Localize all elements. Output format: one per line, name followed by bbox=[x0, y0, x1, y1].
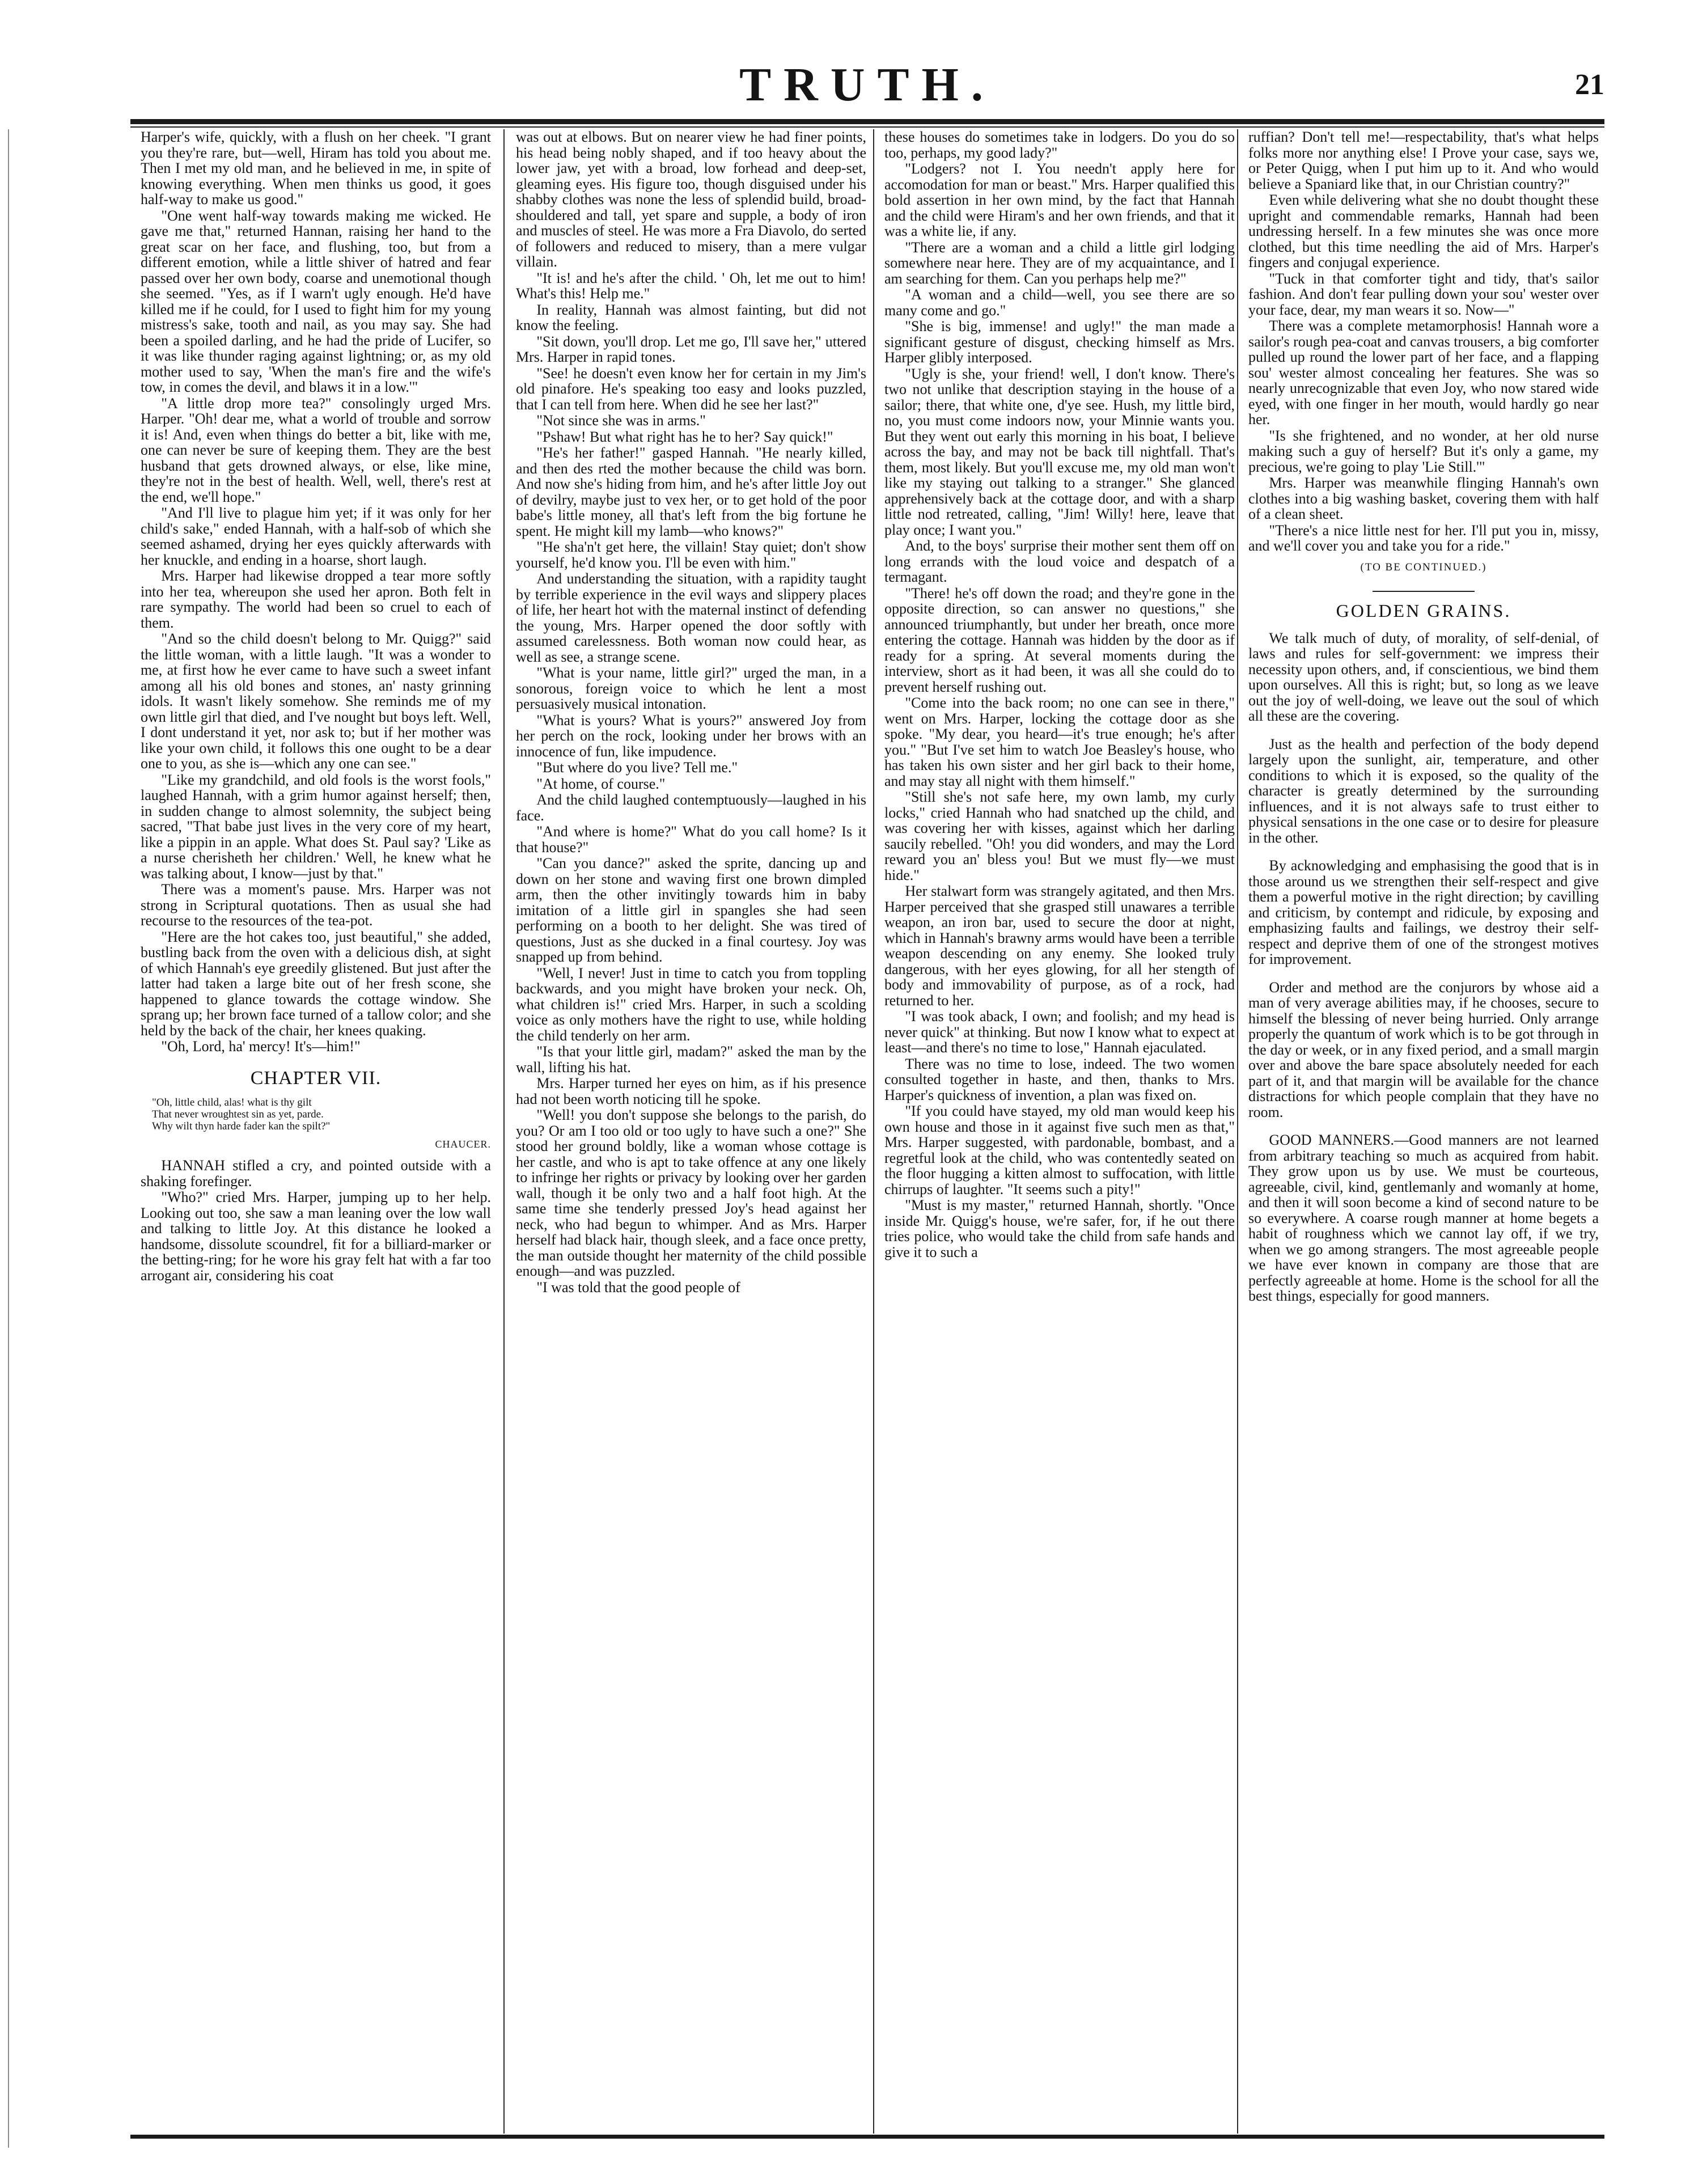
paragraph: "There's a nice little nest for her. I'll put you in, missy, and we'll cover you and take you for a ride." bbox=[1248, 522, 1599, 554]
to-be-continued: (TO BE CONTINUED.) bbox=[1360, 561, 1487, 573]
newspaper-title: TRUTH. bbox=[739, 58, 996, 111]
paragraph: "I was took aback, I own; and foolish; and my head is never quick" at thinking. But now I know what to expect at least—and there's no time to lose," Hannah ejaculated. bbox=[884, 1008, 1235, 1056]
paragraph: "Oh, Lord, ha' mercy! It's—him!" bbox=[161, 1038, 361, 1055]
paragraph: "Here are the hot cakes too, just beautiful," she added, bustling back from the oven with a delicious dish, at sight of which Hannah's eye greedily glistened. But just after the latter had taken a large bite out of her fresh scone, she happened to glance towards the cottage window. She sprang up; her brown face turned of a tallow color; and she held by the back of the chair, her knees quaking. bbox=[141, 928, 491, 1039]
paragraph: "What is yours? What is yours?" answered Joy from her perch on the rock, looking under her brows with an innocence of fun, like impudence. bbox=[516, 712, 866, 760]
paragraph: "But where do you live? Tell me." bbox=[536, 759, 738, 776]
paragraph: "Like my grandchild, and old fools is the worst fools," laughed Hannah, with a grim humor against herself; then, in sudden change to almost solemnity, the subject being sacred, "That babe just lives in the very core of my heart, like a pippin in an apple. What does St. Paul say? 'Like as a nurse cherisheth her children.' Well, he knew what he was talking about, I know—just by that." bbox=[141, 771, 491, 882]
column-2 bbox=[516, 129, 866, 2131]
paragraph: And understanding the situation, with a rapidity taught by terrible experience in the evil ways and slippery places of life, her heart hot with the maternal instinct of defending the young, Mrs. Harper opened the door softly with assumed carelessness. Both woman now could hear, as well as see, a strange scene. bbox=[516, 570, 866, 665]
section-rule bbox=[1373, 591, 1475, 592]
paragraph: Harper's wife, quickly, with a flush on her cheek. "I grant you they're rare, but—well, Hiram has told you about me. Then I met my old man, and he believed in me, in spite of knowing everything. When men thinks us good, it goes half-way to make us good." bbox=[141, 129, 491, 208]
paragraph: "See! he doesn't even know her for certain in my Jim's old pinafore. He's speaking too easy and looks puzzled, that I can tell from here. When did he see her last?" bbox=[516, 365, 866, 413]
paragraph: There was no time to lose, indeed. The two women consulted together in haste, and then, thanks to Mrs. Harper's quickness of invention, a plan was fixed on. bbox=[884, 1055, 1235, 1103]
paragraph: "She is big, immense! and ugly!" the man made a significant gesture of disgust, checking himself as Mrs. Harper glibly interposed. bbox=[884, 318, 1235, 366]
column-divider bbox=[503, 129, 505, 2134]
paragraph: "And I'll live to plague him yet; if it was only for her child's sake," ended Hannah, with a half-sob of which she seemed ashamed, drying her eyes quickly afterwards with her knuckle, and ending in a hoarse, short laugh. bbox=[141, 505, 491, 568]
paragraph: "And where is home?" What do you call home? Is it that house?" bbox=[516, 823, 866, 856]
golden-grains-heading: GOLDEN GRAINS. bbox=[1336, 600, 1511, 621]
paragraph: "There are a woman and a child a little girl lodging somewhere near here. They are of my acquaintance, and I am searching for them. Can you perhaps help me?" bbox=[884, 239, 1235, 287]
paragraph: "Well, I never! Just in time to catch you from toppling backwards, and you might have broken your neck. Oh, what children is!" cried Mrs. Harper, in such a scolding voice as only mothers have the right to use, while holding the child tenderly on her arm. bbox=[516, 964, 866, 1044]
paragraph: Her stalwart form was strangely agitated, and then Mrs. Harper perceived that she grasped still unawares a terrible weapon, an iron bar, used to secure the door at night, which in Hannah's brawny arms would have been a terrible weapon descending on any enemy. She looked truly dangerous, with her eyes glowing, for all her stength of body and immovability of purpose, as of a rock, had returned to her. bbox=[884, 883, 1235, 1009]
paragraph: "It is! and he's after the child. ' Oh, let me out to him! What's this! Help me." bbox=[516, 269, 866, 302]
page-number: 21 bbox=[1575, 69, 1604, 101]
paragraph: Mrs. Harper had likewise dropped a tear more softly into her tea, whereupon she used her apron. Both felt in rare sympathy. The world had been so cruel to each of them. bbox=[141, 568, 491, 631]
column-divider bbox=[873, 129, 874, 2134]
paragraph: "Who?" cried Mrs. Harper, jumping up to her help. Looking out too, she saw a man leaning over the low wall and talking to little Joy. At this distance he looked a handsome, dissolute scoundrel, fit for a billiard-marker or the betting-ring; for he wore his gray felt hat with a far too arrogant air, considering his coat bbox=[141, 1189, 491, 1284]
paragraph: "If you could have stayed, my old man would keep his own house and those in it against five such men as that," Mrs. Harper suggested, with pardonable, bombast, and a regretful look at the child, who was contentedly seated on the floor hugging a kitten almost to suffocation, with little chirrups of laughter. "It seems such a pity!" bbox=[884, 1103, 1235, 1197]
column-3 bbox=[884, 129, 1235, 2131]
paragraph: In reality, Hannah was almost fainting, but did not know the feeling. bbox=[516, 301, 866, 333]
paragraph: HANNAH stifled a cry, and pointed outside with a shaking forefinger. bbox=[141, 1157, 491, 1190]
chapter-heading: CHAPTER VII. bbox=[250, 1067, 382, 1089]
paragraph: "Sit down, you'll drop. Let me go, I'll save her," uttered Mrs. Harper in rapid tones. bbox=[516, 333, 866, 365]
paragraph: "Is that your little girl, madam?" asked the man by the wall, lifting his hat. bbox=[516, 1043, 866, 1076]
paragraph: Mrs. Harper turned her eyes on him, as if his presence had not been worth noticing till he spoke. bbox=[516, 1075, 866, 1107]
paragraph: "Come into the back room; no one can see in there," went on Mrs. Harper, locking the cottage door as she spoke. "My dear, you heard—it's true enough; he's after you." "But I've set him to watch Joe Beasley's house, who has taken his own sister and her girl back to their home, and may stay all night with them himself." bbox=[884, 695, 1235, 789]
paragraph: these houses do sometimes take in lodgers. Do you do so too, perhaps, my good lady?" bbox=[884, 129, 1235, 161]
paragraph: "Is she frightened, and no wonder, at her old nurse making such a guy of herself? But it's only a game, my precious, we're going to play 'Lie Still.'" bbox=[1248, 427, 1599, 475]
paragraph: And, to the boys' surprise their mother sent them off on long errands with the loud voice and despatch of a termagant. bbox=[884, 537, 1235, 585]
paragraph: "Still she's not safe here, my own lamb, my curly locks," cried Hannah who had snatched up the child, and was covering her with kisses, against which her darling saucily rebelled. "Oh! you did wonders, and may the Lord reward you an' bless you! But we must fly—we must hide." bbox=[884, 789, 1235, 883]
paragraph: By acknowledging and emphasising the good that is in those around us we strengthen their self-respect and give them a powerful motive in the right direction; by cavilling and criticism, by contempt and ridicule, by exposing and emphasizing faults and failings, we destroy their self-respect and deprive them of one of the strongest motives for improvement. bbox=[1248, 857, 1599, 967]
paragraph: Order and method are the conjurors by whose aid a man of very average abilities may, if he chooses, secure to himself the blessing of never being hurried. Only arrange properly the quantum of work which is to be got through in the day or week, or in any fixed period, and a small margin over and above the bare space absolutely needed for each part of it, and that margin will be available for the chance distractions for which people complain that they have no room. bbox=[1248, 979, 1599, 1120]
paragraph: "What is your name, little girl?" urged the man, in a sonorous, foreign voice to which he lent a most persuasively musical intonation. bbox=[516, 664, 866, 712]
masthead bbox=[130, 57, 1604, 113]
paragraph: "I was told that the good people of bbox=[536, 1279, 740, 1296]
paragraph: There was a moment's pause. Mrs. Harper was not strong in Scriptural quotations. Then as usual she had recourse to the resources of the tea-pot. bbox=[141, 881, 491, 929]
paragraph: "He sha'n't get here, the villain! Stay quiet; don't show yourself, he'd know you. I'll be even with him." bbox=[516, 539, 866, 571]
chapter-epigraph: "Oh, little child, alas! what is thy gilt That never wroughtest sin as yet, parde. Why wilt thyn harde fader kan the spilt?" bbox=[152, 1096, 331, 1132]
paragraph: Mrs. Harper was meanwhile flinging Hannah's own clothes into a big washing basket, covering them with half of a clean sheet. bbox=[1248, 475, 1599, 522]
paragraph: "A little drop more tea?" consolingly urged Mrs. Harper. "Oh! dear me, what a world of trouble and sorrow it is! And, even when things do better a bit, like with me, one can never be sure of keeping them. They are the best husband that gets drowned always, or else, like mine, they're not in the best of health. Well, well, there's rest at the end, we'll hope." bbox=[141, 395, 491, 505]
epigraph-attribution: CHAUCER. bbox=[435, 1138, 491, 1150]
paragraph: "Can you dance?" asked the sprite, dancing up and down on her stone and waving first one brown dimpled arm, then the other invitingly towards him in baby imitation of a little girl in spangles she had seen performing on a booth to her delight. She was tired of questions, Just as she ducked in a final courtesy. Joy was snapped up from behind. bbox=[516, 855, 866, 965]
paragraph: "Tuck in that comforter tight and tidy, that's sailor fashion. And don't fear pulling down your sou' wester over your face, dear, my man wears it so. Now—" bbox=[1248, 270, 1599, 318]
page-edge-line bbox=[8, 129, 9, 2148]
paragraph: "One went half-way towards making me wicked. He gave me that," returned Hannan, raising her hand to the great scar on her face, and flushing, too, but from a different emotion, while a little shiver of hatred and fear passed over her own body, coarse and unemotional though she seemed. "Yes, as if I warn't ugly enough. He'd have killed me if he could, for I used to fight him for my young mistress's sake, tooth and nail, as you may say. She had been a spoiled darling, and he had the pride of Lucifer, so it was like thunder raging against lightning; or, as my old mother used to say, 'When the man's fire and the wife's tow, in comes the devil, and blaws it in a low.'" bbox=[141, 207, 491, 395]
footer-rule bbox=[130, 2135, 1604, 2139]
paragraph: was out at elbows. But on nearer view he had finer points, his head being nobly shaped, and if too heavy about the lower jaw, yet with a broad, low forhead and deep-set, gleaming eyes. His figure too, though disguised under his shabby clothes was none the less of splendid build, broad-shouldered and tall, yet spare and supple, a body of iron and muscles of steel. He was more a Fra Diavolo, do serted of followers and reduced to misery, than a mere vulgar villain. bbox=[516, 129, 866, 270]
column-divider bbox=[1237, 129, 1238, 2134]
paragraph: There was a complete metamorphosis! Hannah wore a sailor's rough pea-coat and canvas trousers, a big comforter pulled up round the lower part of her face, and a flapping sou' wester almost concealing her features. She was so nearly unrecognizable that even Joy, who now stared wide eyed, with one finger in her mouth, would hardly go near her. bbox=[1248, 318, 1599, 428]
paragraph: "A woman and a child—well, you see there are so many come and go." bbox=[884, 286, 1235, 319]
header-rule-thick bbox=[130, 119, 1604, 124]
paragraph: Just as the health and perfection of the body depend largely upon the sunlight, air, temperature, and other conditions to which it is exposed, so the quality of the character is greatly determined by the surrounding influences, and it is not always safe to trust either to physical sensations in the one case or to desire for pleasure in the other. bbox=[1248, 735, 1599, 846]
paragraph: "There! he's off down the road; and they're gone in the opposite direction, so can answer no questions," she announced triumphantly, but under her breath, once more entering the cottage. Hannah was hidden by the door as if ready for a spring. At several moments during the interview, short as it had been, it was all she could do to prevent herself rushing out. bbox=[884, 585, 1235, 695]
paragraph: "Must is my master," returned Hannah, shortly. "Once inside Mr. Quigg's house, we're safer, for, if he out there tries police, who would take the child from safe hands and give it to such a bbox=[884, 1197, 1235, 1260]
paragraph: "Pshaw! But what right has he to her? Say quick!" bbox=[536, 428, 833, 445]
paragraph: "And so the child doesn't belong to Mr. Quigg?" said the little woman, with a little laugh. "It was a wonder to me, at first how he ever came to have such a sweet infant among all his old bones and stones, an' nasty grinning idols. It wasn't likely somehow. She reminds me of my own little girl that died, and I've nought but boys left. Well, I dont understand it yet, nor ask to; but if her mother was like your own child, it follows this one ought to be a dear one to you, as she is—which any one can see." bbox=[141, 630, 491, 772]
paragraph: "At home, of course." bbox=[536, 775, 666, 792]
paragraph: "Not since she was in arms." bbox=[536, 412, 706, 429]
paragraph: "Ugly is she, your friend! well, I don't know. There's two not unlike that description staying in the house of a sailor; there, that white one, d'ye see. Hush, my little bird, no, you must come indoors now, your Minnie wants you. But they went out early this morning in his boat, I believe across the bay, and may not be back till nightfall. That's them, most likely. But you'll excuse me, my old man won't like my staying out talking to a stranger." She glanced apprehensively back at the cottage door, and with a sharp little nod retreated, calling, "Jim! Willy! here, leave that play once; I want you." bbox=[884, 365, 1235, 538]
paragraph: Even while delivering what she no doubt thought these upright and commendable remarks, Hannah had been undressing herself. In a few minutes she was once more clothed, but this time needling the aid of Mrs. Harper's fingers and conjugal experience. bbox=[1248, 192, 1599, 270]
paragraph: GOOD MANNERS.—Good manners are not learned from arbitrary teaching so much as acquired from habit. They grow upon us by use. We must be courteous, agreeable, civil, kind, gentlemanly and womanly at home, and then it will soon become a kind of second nature to be so everywhere. A coarse rough manner at home begets a habit of roughness which we cannot lay off, if we try, when we go among strangers. The most agreeable people we have ever known in company are those that are perfectly agreeable at home. Home is the school for all the best things, especially for good manners. bbox=[1248, 1132, 1599, 1304]
paragraph: "Lodgers? not I. You needn't apply here for accomodation for man or beast." Mrs. Harper qualified this bold assertion in her own mind, by the fact that Hannah and the child were Hiram's and her own friends, and that it was a white lie, if any. bbox=[884, 160, 1235, 239]
paragraph: ruffian? Don't tell me!—respectability, that's what helps folks more nor anything else! I Prove your case, says we, or Peter Quigg, when I put him up to it. And who would believe a Spaniard like that, in our Christian country?" bbox=[1248, 129, 1599, 192]
column-1 bbox=[141, 129, 491, 2131]
header-rule-thin bbox=[130, 126, 1604, 128]
paragraph: "He's her father!" gasped Hannah. "He nearly killed, and then des rted the mother because the child was born. And now she's hiding from him, and he's after little Joy out of devilry, maybe just to vex her, or to get hold of the poor babe's little money, all that's left from the big fortune he spent. He might kill my lamb—who knows?" bbox=[516, 445, 866, 539]
paragraph: And the child laughed contemptuously—laughed in his face. bbox=[516, 792, 866, 824]
paragraph: "Well! you don't suppose she belongs to the parish, do you? Or am I too old or too ugly to have such a one?" She stood her ground boldly, like a woman whose cottage is her castle, and who is apt to take offence at any one likely to infringe her rights or privacy by looking over her garden wall, though it be only two and a half foot high. At the same time she tenderly pressed Joy's head against her neck, who had begun to whimper. And as Mrs. Harper herself had black hair, though sleek, and a face once pretty, the man outside thought her maternity of the child possible enough—and was puzzled. bbox=[516, 1107, 866, 1279]
paragraph: We talk much of duty, of morality, of self-denial, of laws and rules for self-government: we impress their necessity upon others, and, if conscientious, we bind them upon ourselves. All this is right; but, so long as we leave out the joy of well-doing, we leave out the soul of which all these are the covering. bbox=[1248, 629, 1599, 724]
column-4 bbox=[1248, 129, 1599, 2131]
